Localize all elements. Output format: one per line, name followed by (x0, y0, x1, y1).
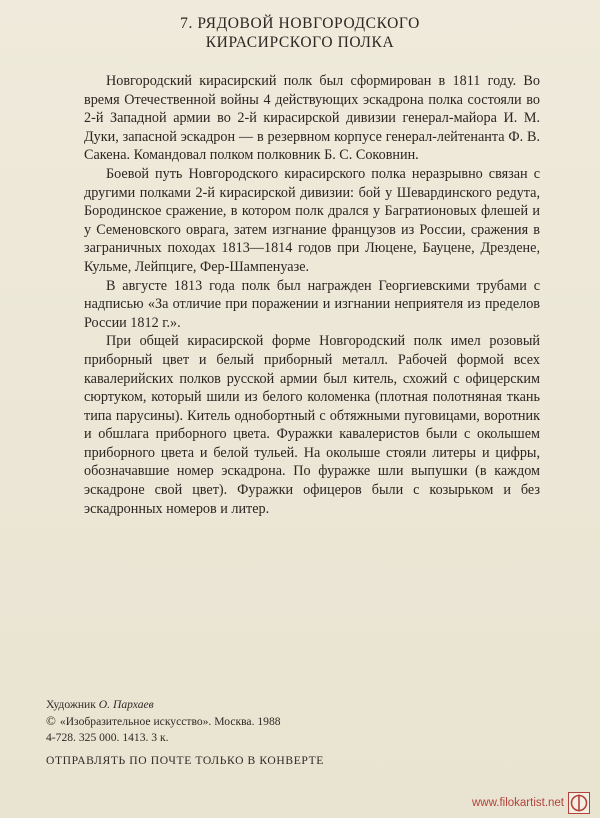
paragraph-3: В августе 1813 года полк был награжден Георгиевскими трубами с надписью «За отличие при поражении и изгнании неприятеля из пределов России 1812 г.». (84, 277, 540, 331)
body-text (84, 72, 540, 518)
paragraph-2: Боевой путь Новгородского кирасирского полка неразрывно связан с другими полками 2-й кирасирской дивизии: бой у Шевардинского редута, Бородинское сражение, в котором полк дрался у Багратионовых флешей и у Семеновского оврага, затем изгнание французов из России, сражения в заграничных походах 1813—1814 годов при Люцене, Бауцене, Дрездене, Кульме, Лейпциге, Фер-Шампенуазе. (84, 165, 540, 275)
print-info: 4-728. 325 000. 1413. 3 к. (46, 731, 169, 744)
publisher-line (46, 713, 406, 730)
artist-line (46, 697, 406, 713)
title-line-2: КИРАСИРСКОГО ПОЛКА (205, 34, 395, 51)
watermark (472, 792, 590, 814)
paragraph-4: При общей кирасирской форме Новгородский полк имел розовый приборный цвет и белый приборный металл. Рабочей формой всех кавалерийских полков русской армии был китель, схожий с офицерским сюртуком, который шили из белого коломенка (плотная полотняная ткань типа парусины). Китель однобортный с обтяжными пуговицами, воротник и обшлага приборного цвета. Фуражки кавалеристов были с околышем приборного цвета и белой тульей. На околыше стояли литеры и цифры, обозначавшие номер эскадрона. По фуражке шли выпушки (в каждом эскадроне свой цвет). Фуражки офицеров были с козырьком и без эскадронных номеров и литер. (84, 333, 540, 517)
copyright-icon: © (46, 713, 56, 728)
title-line-1: 7. РЯДОВОЙ НОВГОРОДСКОГО (180, 15, 420, 32)
watermark-link[interactable]: www.filokartist.net (471, 797, 564, 809)
artist-label: Художник (46, 698, 96, 711)
credits-block (46, 697, 406, 746)
artist-name: О. Пархаев (98, 698, 154, 711)
filokartist-logo-icon (568, 792, 590, 814)
mail-note: ОТПРАВЛЯТЬ ПО ПОЧТЕ ТОЛЬКО В КОНВЕРТЕ (46, 754, 324, 767)
paragraph-1: Новгородский кирасирский полк был сформирован в 1811 году. Во время Отечественной войны 4 действующих эскадрона полка состояли во 2-й Западной армии во 2-й кирасирской дивизии генерал-майора И. М. Дуки, запасной эскадрон — в резервном корпусе генерал-лейтенанта Ф. В. Сакена. Командовал полком полковник Б. С. Соковнин. (84, 73, 540, 164)
page-title (0, 14, 600, 52)
publisher: «Изобразительное искусство». Москва. 1988 (59, 715, 281, 728)
